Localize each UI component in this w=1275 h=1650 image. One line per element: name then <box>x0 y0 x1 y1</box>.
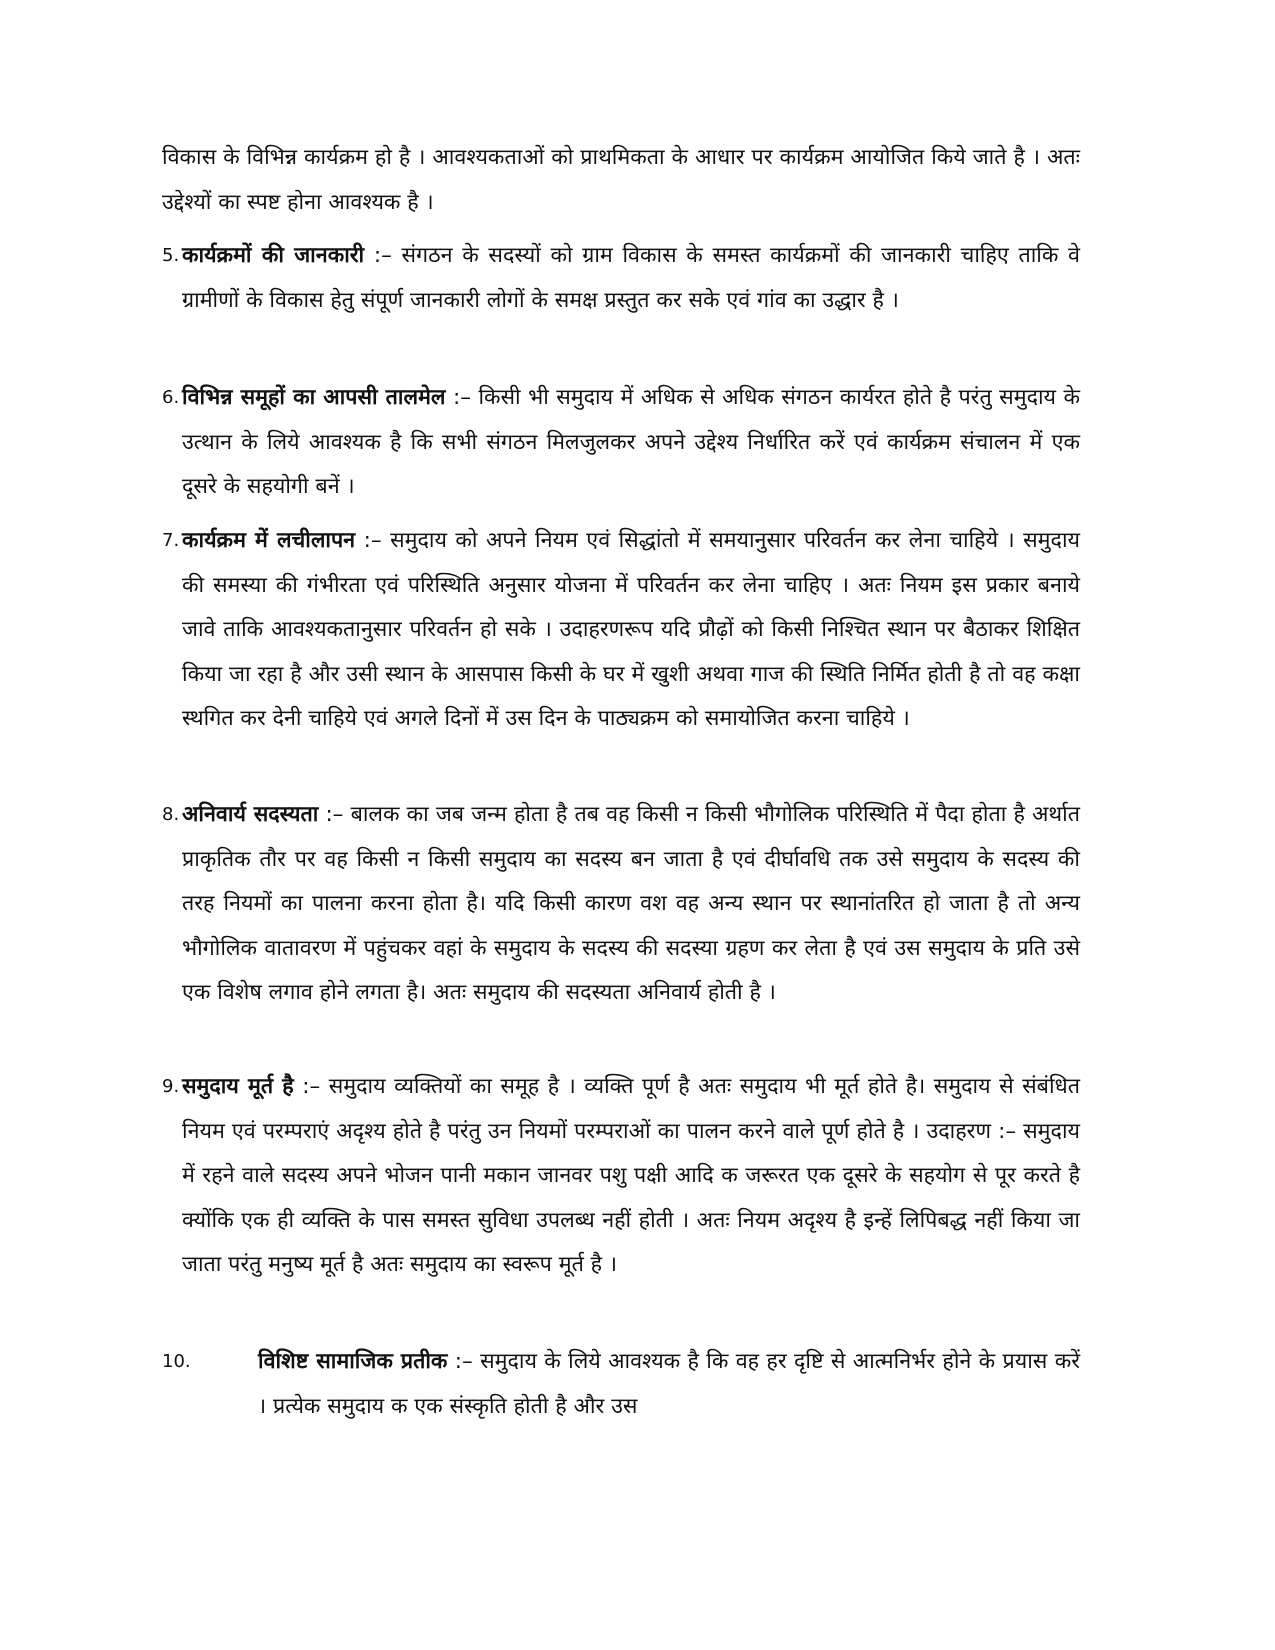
item-number: 6. <box>162 387 180 408</box>
item-text: :– समुदाय के लिये आवश्यक है कि वह हर दृष्टि से आत्मनिर्भर होने के प्रयास करें । प्रत्येक समुदाय क एक संस्कृति होती है और उस <box>258 1349 1080 1419</box>
item-text: :– समुदाय व्यक्तियों का समूह है । व्यक्ति पूर्ण है अतः समुदाय भी मूर्त होते है। समुदाय से संबंधित नियम एवं परम्पराएं अदृश्य होते है परंतु उन नियमों परम्पराओं का पालन करने वाले पूर्ण होते है । उदाहरण :– समुदाय में रहने वाले सदस्य अपने भोजन पानी मकान जानवर पशु पक्षी आदि क जरूरत एक दूसरे के सहयोग से पूर करते है क्योंकि एक ही व्यक्ति के पास समस्त सुविधा उपलब्ध नहीं होती । अतः नियम अदृश्य है इन्हें लिपिबद्ध नहीं किया जा जाता परंतु मनुष्य मूर्त है अतः समुदाय का स्वरूप मूर्त है । <box>182 1074 1080 1277</box>
intro-paragraph: विकास के विभिन्न कार्यक्रम हो है । आवश्यकताओं को प्राथमिकता के आधार पर कार्यक्रम आयोजित किये जाते है । अतः उद्देश्यों का स्पष्ट होना आवश्यक है । <box>162 145 1080 215</box>
item-heading: समुदाय मूर्त है <box>182 1074 294 1099</box>
item-body <box>182 793 1080 1016</box>
item-number: 8. <box>162 804 180 825</box>
item-number: 7. <box>162 530 180 551</box>
item-text: :– बालक का जब जन्म होता है तब वह किसी न किसी भौगोलिक परिस्थिति में पैदा होता है अर्थात प्राकृतिक तौर पर वह किसी न किसी समुदाय का सदस्य बन जाता है एवं दीर्घावधि तक उसे समुदाय के सदस्य की तरह नियमों का पालना करना होता है। यदि किसी कारण वश वह अन्य स्थान पर स्थानांतरित हो जाता है तो अन्य भौगोलिक वातावरण में पहुंचकर वहां के समुदाय के सदस्य की सदस्या ग्रहण कर लेता है एवं उस समुदाय के प्रति उसे एक विशेष लगाव होने लगता है। अतः समुदाय की सदस्यता अनिवार्य होती है । <box>182 802 1080 1005</box>
item-text: :– संगठन के सदस्यों को ग्राम विकास के समस्त कार्यक्रमों की जानकारी चाहिए ताकि वे ग्रामीणों के विकास हेतु संपूर्ण जानकारी लोगों के समक्ष प्रस्तुत कर सके एवं गांव का उद्धार है । <box>182 243 1080 313</box>
list-item-5 <box>162 234 1080 323</box>
item-text: :– समुदाय को अपने नियम एवं सिद्धांतो में समयानुसार परिवर्तन कर लेना चाहिये । समुदाय की समस्या की गंभीरता एवं परिस्थिति अनुसार योजना में परिवर्तन कर लेना चाहिए । अतः नियम इस प्रकार बनाये जावे ताकि आवश्यकतानुसार परिवर्तन हो सके । उदाहरणरूप यदि प्रौढ़ों को किसी निश्चित स्थान पर बैठाकर शिक्षित किया जा रहा है और उसी स्थान के आसपास किसी के घर में खुशी अथवा गाज की स्थिति निर्मित होती है तो वह कक्षा स्थगित कर देनी चाहिये एवं अगले दिनों में उस दिन के पाठ्यक्रम को समायोजित करना चाहिये । <box>182 528 1080 731</box>
list-item-9 <box>162 1065 1080 1288</box>
item-body <box>258 1340 1080 1429</box>
item-text: :– किसी भी समुदाय में अधिक से अधिक संगठन कार्यरत होते है परंतु समुदाय के उत्थान के लिये आवश्यक है कि सभी संगठन मिलजुलकर अपने उद्देश्य निर्धारित करें एवं कार्यक्रम संचालन में एक दूसरे के सहयोगी बनें । <box>182 385 1080 499</box>
item-body <box>182 519 1080 742</box>
item-heading: कार्यक्रम में लचीलापन <box>182 528 356 553</box>
list-item-7 <box>162 519 1080 742</box>
list-item-6 <box>162 376 1080 510</box>
list-item-10 <box>162 1340 1080 1429</box>
item-number: 10. <box>162 1351 191 1372</box>
item-heading: कार्यक्रमों की जानकारी <box>182 243 365 268</box>
item-heading: अनिवार्य सदस्यता <box>182 802 319 827</box>
item-body <box>182 1065 1080 1288</box>
item-heading: विभिन्न समूहों का आपसी तालमेल <box>182 385 446 410</box>
item-body <box>182 376 1080 510</box>
item-body <box>182 234 1080 323</box>
item-heading: विशिष्ट सामाजिक प्रतीक <box>258 1349 448 1374</box>
list-item-8 <box>162 793 1080 1016</box>
item-number: 9. <box>162 1076 180 1097</box>
item-number: 5. <box>162 245 180 266</box>
